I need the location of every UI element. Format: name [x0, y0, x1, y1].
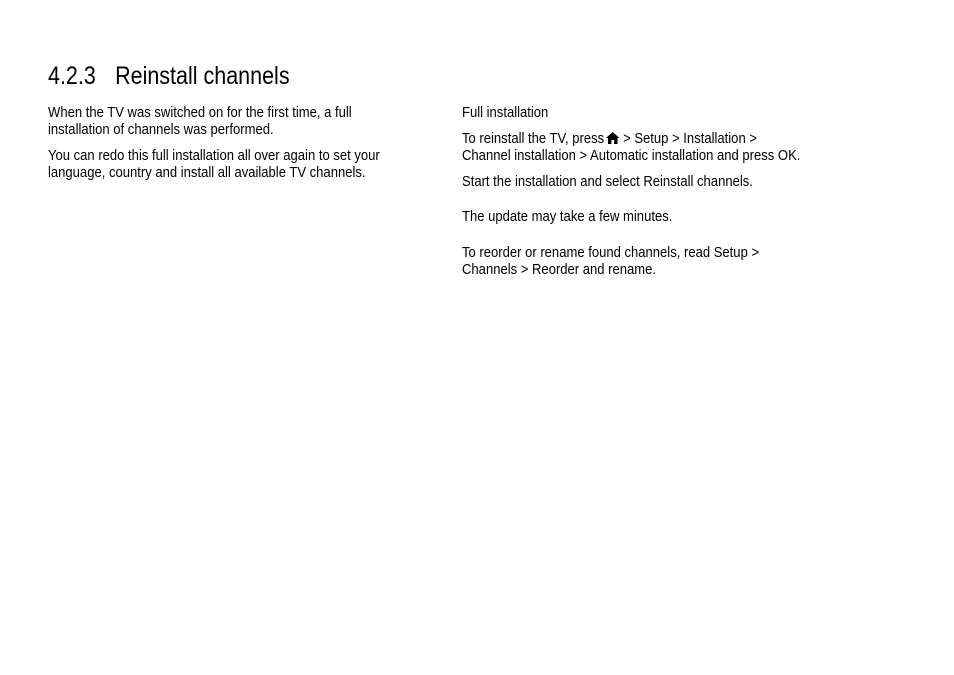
reinstall-line-1: [462, 131, 800, 148]
reinstall-paragraph: [462, 131, 800, 165]
redo-line-2: language, country and install all available TV channels.: [48, 165, 366, 181]
full-installation-subheading: Full installation: [462, 105, 549, 121]
redo-paragraph: [48, 148, 380, 182]
reinstall-line-2: Channel installation > Automatic installation and press OK.: [462, 148, 801, 164]
start-installation-paragraph: Start the installation and select Reinstall channels.: [462, 174, 753, 190]
reinstall-text-after-icon: > Setup > Installation >: [623, 131, 757, 147]
section-title: Reinstall channels: [115, 62, 290, 90]
update-duration-paragraph: The update may take a few minutes.: [462, 209, 673, 225]
reorder-line-1: To reorder or rename found channels, read Setup >: [462, 245, 760, 261]
reorder-paragraph: [462, 245, 759, 279]
intro-line-2: installation of channels was performed.: [48, 122, 274, 138]
intro-line-1: When the TV was switched on for the first time, a full: [48, 105, 352, 121]
home-icon: [606, 132, 620, 144]
reinstall-text-before-icon: To reinstall the TV, press: [462, 131, 605, 147]
intro-paragraph: [48, 105, 352, 139]
reorder-line-2: Channels > Reorder and rename.: [462, 262, 657, 278]
redo-line-1: You can redo this full installation all over again to set your: [48, 148, 380, 164]
section-heading: [48, 60, 290, 92]
section-number: 4.2.3: [48, 62, 96, 90]
